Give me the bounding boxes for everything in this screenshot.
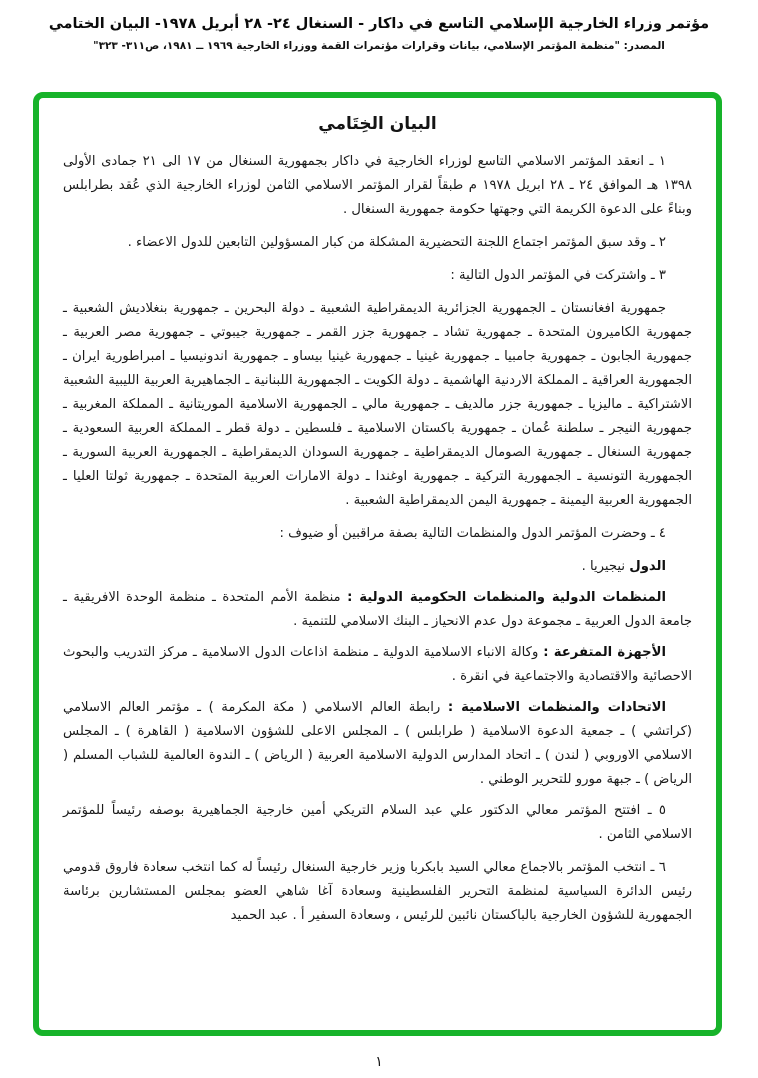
international-organizations-label: المنظمات الدولية والمنظمات الحكومية الدولية : [347, 590, 666, 606]
paragraph-1-convening: ١ ـ انعقد المؤتمر الاسلامي التاسع لوزراء الخارجية في داكار بجمهورية السنغال من ١٧ الى ٢١ جمادى الأولى ١٣٩٨ هـ الموافق ٢٤ ـ ٢٨ ابريل ١٩٧٨ م طبقاً لقرار المؤتمر الاسلامي الثامن لوزراء الخارجية الذي عُقد بطرابلس وبناءً على الدعوة الكريمة التي وجهتها حكومة جمهورية السنغال . [63, 154, 692, 218]
observer-states-label: الدول [629, 559, 666, 575]
page-number: ١ [375, 1054, 383, 1070]
header-title: مؤتمر وزراء الخارجية الإسلامي التاسع في داكار - السنغال ٢٤- ٢٨ أبريل ١٩٧٨- البيان الختامي [48, 16, 710, 32]
document-header [0, 0, 758, 52]
document-frame [33, 92, 722, 1036]
subsidiary-organs-value: وكالة الانباء الاسلامية الدولية ـ منظمة اذاعات الدول الاسلامية ـ مركز التدريب والبحوث الاحصائية والاقتصادية والاجتماعية في انقرة . [63, 645, 692, 685]
participating-countries-list: جمهورية افغانستان ـ الجمهورية الجزائرية الديمقراطية الشعبية ـ دولة البحرين ـ جمهورية بنغلاديش الشعبية ـ جمهورية الكاميرون المتحدة ـ جمهورية تشاد ـ جمهورية جزر القمر ـ جمهورية جيبوتي ـ جمهورية مصر العربية ـ جمهورية الجابون ـ جمهورية جامبيا ـ جمهورية غينيا ـ جمهورية غينيا بيساو ـ جمهورية اندونيسيا ـ امبراطورية ايران ـ الجمهورية العراقية ـ المملكة الاردنية الهاشمية ـ دولة الكويت ـ الجمهورية اللبنانية ـ الجماهيرية العربية الليبية الشعبية الاشتراكية ـ ماليزيا ـ جمهورية جزر مالديف ـ جمهورية مالي ـ الجمهورية الاسلامية الموريتانية ـ المملكة المغربية ـ جمهورية النيجر ـ سلطنة عُمان ـ جمهورية باكستان الاسلامية ـ فلسطين ـ دولة قطر ـ المملكة العربية السعودية ـ جمهورية السنغال ـ جمهورية الصومال الديمقراطية ـ جمهورية السودان الديمقراطية ـ الجمهورية العربية السورية ـ الجمهورية التونسية ـ الجمهورية التركية ـ جمهورية اوغندا ـ دولة الامارات العربية المتحدة ـ جمهورية ثولتا العليا ـ الجمهورية العربية اليمينة ـ جمهورية اليمن الديمقراطية الشعبية . [63, 301, 692, 509]
international-organizations-line [63, 586, 692, 634]
paragraph-6-elections: ٦ ـ انتخب المؤتمر بالاجماع معالي السيد بابكربا وزير خارجية السنغال رئيساً له كما انتخب سعادة فاروق قدومي رئيس الدائرة السياسية لمنظمة التحرير الفلسطينية وسعادة آغا شاهي العضو بمجلس المستشارين برئاسة الجمهورية للشؤون الخارجية بالباكستان نائبين للرئيس ، وسعادة السفير أ . عبد الحميد [63, 860, 692, 924]
paragraph-4-observers-intro: ٤ ـ وحضرت المؤتمر الدول والمنظمات التالية بصفة مراقبين أو ضيوف : [279, 526, 666, 542]
islamic-unions-label: الاتحادات والمنظمات الاسلامية : [447, 700, 666, 716]
observer-states-line [63, 555, 692, 579]
observer-states-value: نيجيريا . [581, 559, 626, 575]
subsidiary-organs-line [63, 641, 692, 689]
paragraph-2-preparatory-committee: ٢ ـ وقد سبق المؤتمر اجتماع اللجنة التحضيرية المشكلة من كبار المسؤولين التابعين للدول الاعضاء . [127, 235, 666, 251]
paragraph-5-opening: ٥ ـ افتتح المؤتمر معالي الدكتور علي عبد السلام التريكي أمين خارجية الجماهيرية بوصفه رئيساً للمؤتمر الاسلامي الثامن . [63, 803, 692, 843]
islamic-unions-line [63, 696, 692, 792]
header-source-citation: المصدر: "منظمة المؤتمر الإسلامي، بيانات وقرارات مؤتمرات القمة ووزراء الخارجية ١٩٦٩ ــ ١٩٨١، ص٣١١- ٣٢٣" [93, 40, 665, 52]
paragraph-3-participants-intro: ٣ ـ واشتركت في المؤتمر الدول التالية : [450, 268, 666, 284]
subsidiary-organs-label: الأجهزة المتفرعة : [543, 645, 666, 661]
islamic-unions-value: رابطة العالم الاسلامي ( مكة المكرمة ) ـ مؤتمر العالم الاسلامي (كراتشي ) ـ جمعية الدعوة الاسلامية ( طرابلس ) ـ المجلس الاعلى للشؤون الاسلامية ( القاهرة ) ـ المجلس الاسلامي الاوروبي ( لندن ) ـ اتحاد المدارس الدولية الاسلامية العربية ( الرياض ) ـ الندوة العالمية للشباب المسلم ( الرياض ) ـ جبهة مورو للتحرير الوطني . [63, 700, 692, 788]
international-organizations-value: منظمة الأمم المتحدة ـ منظمة الوحدة الافريقية ـ جامعة الدول العربية ـ مجموعة دول عدم الانحياز ـ البنك الاسلامي للتنمية . [63, 590, 692, 630]
document-title: البيان الخِتَامي [318, 114, 437, 134]
